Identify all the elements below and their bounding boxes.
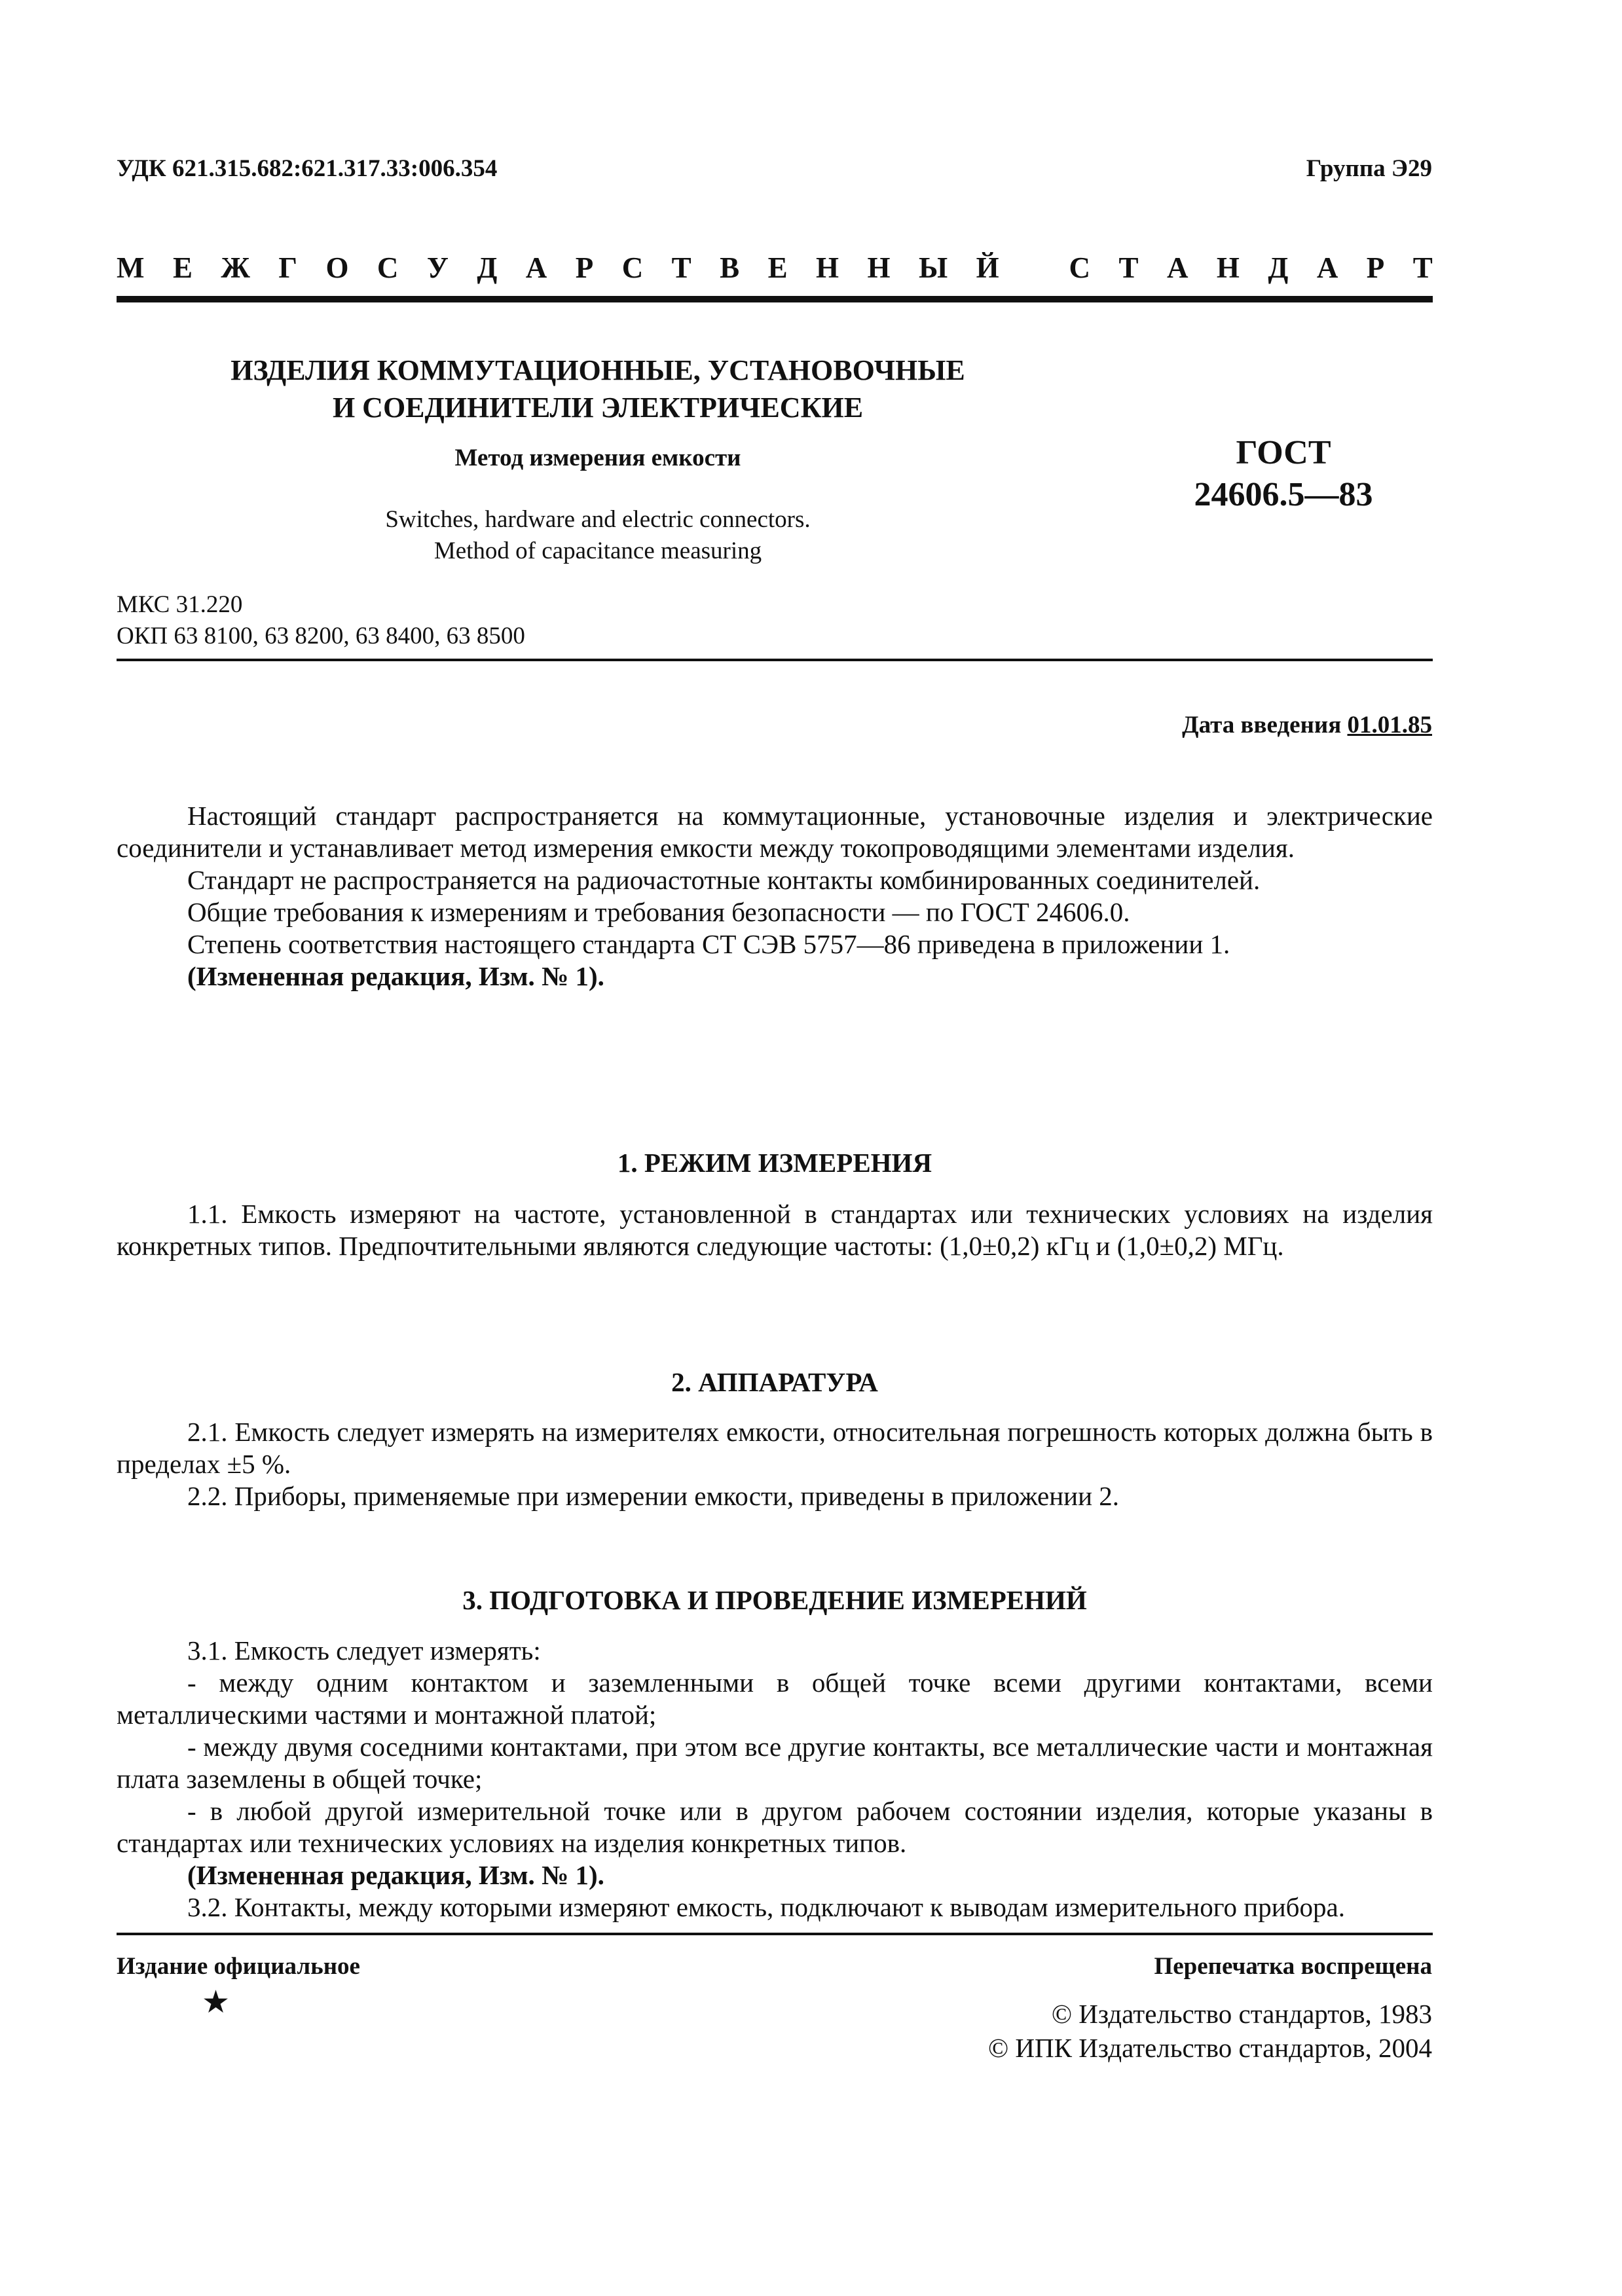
okp-code: ОКП 63 8100, 63 8200, 63 8400, 63 8500: [117, 623, 525, 649]
clause-3-1: 3.1. Емкость следует измерять:: [187, 1635, 541, 1666]
heading-letter: Д: [1268, 251, 1289, 284]
intro-paragraph: Степень соответствия настоящего стандарта СТ СЭВ 5757—86 приведена в приложении 1.: [187, 929, 1230, 959]
official-edition-label: Издание официальное: [117, 1953, 360, 1980]
heading-letter: С: [377, 251, 399, 284]
copyright-line-1: © Издательство стандартов, 1983: [1051, 1999, 1432, 2029]
method-subtitle: Метод измерения емкости: [454, 445, 741, 471]
mks-code: МКС 31.220: [117, 591, 243, 618]
heading-letter: Р: [1366, 251, 1385, 284]
heading-letter: Т: [1118, 251, 1139, 284]
heading-letter: С: [1069, 251, 1091, 284]
star-icon: ★: [202, 1985, 230, 2020]
section-1-heading: 1. РЕЖИМ ИЗМЕРЕНИЯ: [617, 1148, 932, 1178]
heading-letter: В: [720, 251, 740, 284]
heading-letter: Т: [671, 251, 691, 284]
copyright-line-2: © ИПК Издательство стандартов, 2004: [987, 2033, 1432, 2063]
heading-letter: А: [1166, 251, 1189, 284]
section-3-heading: 3. ПОДГОТОВКА И ПРОВЕДЕНИЕ ИЗМЕРЕНИЙ: [462, 1585, 1087, 1615]
heading-letter: Ы: [918, 251, 948, 284]
heading-letter: Е: [767, 251, 788, 284]
heading-letter: Д: [477, 251, 498, 284]
list-item: - в любой другой измерительной точке или в другом рабочем состоянии изделия, которые указаны в стандартах или технических условиях на изделия конкретных типов.: [117, 1796, 1433, 1858]
heading-letter: С: [621, 251, 644, 284]
heading-letter: Н: [1216, 251, 1240, 284]
list-item: - между двумя соседними контактами, при этом все другие контакты, все металлические части и монтажная плата заземлены в общей точке;: [117, 1732, 1433, 1794]
english-title-line-2: Method of capacitance measuring: [433, 538, 762, 564]
reprint-prohibited-label: Перепечатка воспрещена: [1154, 1953, 1432, 1980]
classification-codes: [117, 589, 525, 652]
heading-letter: Й: [976, 251, 999, 284]
section-2-text: [117, 1416, 1433, 1512]
heading-letter: А: [525, 251, 547, 284]
heading-letter: [1027, 251, 1041, 285]
gost-label: ГОСТ: [1236, 434, 1331, 471]
heading-letter: Ж: [221, 251, 250, 284]
heading-letter: Р: [575, 251, 594, 284]
amendment-note: (Измененная редакция, Изм. № 1).: [187, 961, 604, 991]
list-item: - между одним контактом и заземленными в общей точке всеми другими контактами, всеми металлическими частями и монтажной платой;: [117, 1667, 1433, 1730]
section-3-text: [117, 1635, 1433, 1923]
copyright-block: [988, 1997, 1432, 2065]
gost-number: [1139, 432, 1428, 516]
section-2-heading: 2. АППАРАТУРА: [671, 1367, 878, 1397]
date-value: 01.01.85: [1347, 712, 1432, 738]
heading-letter: Н: [867, 251, 891, 284]
intro-paragraph: Стандарт не распространяется на радиочастотные контакты комбинированных соединителей.: [187, 865, 1261, 895]
heading-letter: Т: [1412, 251, 1433, 284]
heading-letter: Е: [172, 251, 193, 284]
clause-2-2: 2.2. Приборы, применяемые при измерении емкости, приведены в приложении 2.: [187, 1481, 1120, 1511]
heading-letter: М: [117, 251, 145, 284]
intro-text: [117, 800, 1433, 993]
amendment-note: (Измененная редакция, Изм. № 1).: [187, 1860, 604, 1890]
clause-2-1: 2.1. Емкость следует измерять на измерителях емкости, относительная погрешность которых должна быть в пределах ±5 %.: [117, 1417, 1433, 1479]
heading-letter: Н: [816, 251, 839, 284]
udk-code: УДК 621.315.682:621.317.33:006.354: [117, 155, 498, 182]
heading-letter: О: [325, 251, 349, 284]
header-divider: [117, 296, 1433, 302]
heading-letter: А: [1316, 251, 1338, 284]
intro-paragraph: Общие требования к измерениям и требования безопасности — по ГОСТ 24606.0.: [187, 897, 1130, 927]
title-line-2: И СОЕДИНИТЕЛИ ЭЛЕКТРИЧЕСКИЕ: [332, 392, 864, 424]
clause-3-2: 3.2. Контакты, между которыми измеряют емкость, подключают к выводам измерительного прибора.: [187, 1892, 1345, 1922]
group-code: Группа Э29: [1306, 155, 1432, 182]
heading-letter: Г: [278, 251, 297, 284]
codes-divider: [117, 659, 1433, 661]
heading-letter: У: [426, 251, 449, 284]
interstate-standard-heading: [117, 251, 1433, 285]
english-title-line-1: Switches, hardware and electric connectors.: [385, 506, 811, 533]
clause-1-1: 1.1. Емкость измеряют на частоте, установленной в стандартах или технических условиях на изделия конкретных типов. Предпочтительными являются следующие частоты: (1,0±0,2) кГц и (1,0±0,2) МГц.: [117, 1199, 1433, 1261]
gost-code: 24606.5—83: [1194, 476, 1373, 513]
intro-paragraph: Настоящий стандарт распространяется на коммутационные, установочные изделия и электрические соединители и устанавливает метод измерения емкости между токопроводящими элементами изделия.: [117, 801, 1433, 863]
introduction-date: [1182, 711, 1432, 739]
section-1-text: [117, 1198, 1433, 1262]
footer-divider: [117, 1933, 1433, 1935]
document-title: [117, 352, 1079, 426]
date-label: Дата введения: [1182, 712, 1342, 738]
title-line-1: ИЗДЕЛИЯ КОММУТАЦИОННЫЕ, УСТАНОВОЧНЫЕ: [230, 354, 965, 386]
english-title: [117, 504, 1079, 567]
